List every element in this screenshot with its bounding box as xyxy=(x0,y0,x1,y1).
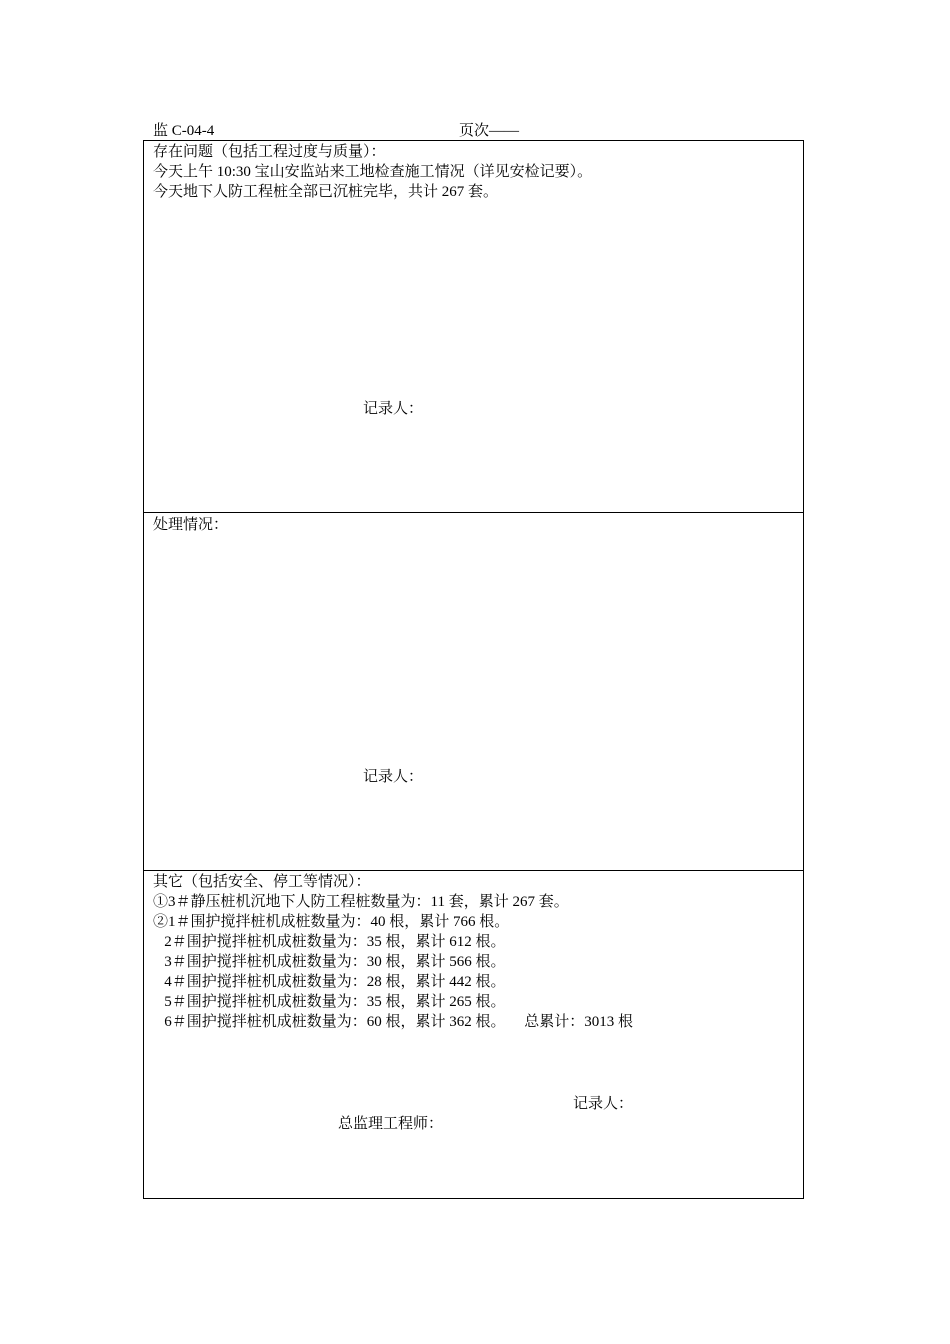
form-code: 监 C-04-4 xyxy=(153,123,215,139)
other-line: 4＃围护搅拌桩机成桩数量为：28 根，累计 442 根。 xyxy=(153,974,506,990)
handling-title: 处理情况： xyxy=(153,517,229,533)
issues-recorder-label: 记录人： xyxy=(363,401,424,417)
handling-recorder-label: 记录人： xyxy=(363,769,424,785)
issues-line: 今天上午 10:30 宝山安监站来工地检查施工情况（详见安检记要）。 xyxy=(153,164,593,180)
other-line: ②1＃围护搅拌桩机成桩数量为：40 根，累计 766 根。 xyxy=(153,914,510,930)
supervision-log-table xyxy=(143,140,804,1199)
other-recorder-label: 记录人： xyxy=(573,1096,634,1112)
page-number-label: 页次—— xyxy=(459,123,520,139)
other-line: ①3＃静压桩机沉地下人防工程桩数量为：11 套，累计 267 套。 xyxy=(153,894,569,910)
other-title: 其它（包括安全、停工等情况）： xyxy=(153,874,371,890)
other-line: 2＃围护搅拌桩机成桩数量为：35 根，累计 612 根。 xyxy=(153,934,506,950)
issues-section xyxy=(144,141,803,513)
other-line: 6＃围护搅拌桩机成桩数量为：60 根，累计 362 根。 总累计：3013 根 xyxy=(153,1014,634,1030)
other-section xyxy=(144,871,803,1198)
other-line: 5＃围护搅拌桩机成桩数量为：35 根，累计 265 根。 xyxy=(153,994,506,1010)
handling-section xyxy=(144,513,803,871)
other-line: 3＃围护搅拌桩机成桩数量为：30 根，累计 566 根。 xyxy=(153,954,506,970)
chief-engineer-label: 总监理工程师： xyxy=(338,1116,444,1132)
issues-line: 今天地下人防工程桩全部已沉桩完毕，共计 267 套。 xyxy=(153,184,499,200)
issues-title: 存在问题（包括工程过度与质量）： xyxy=(153,144,386,160)
